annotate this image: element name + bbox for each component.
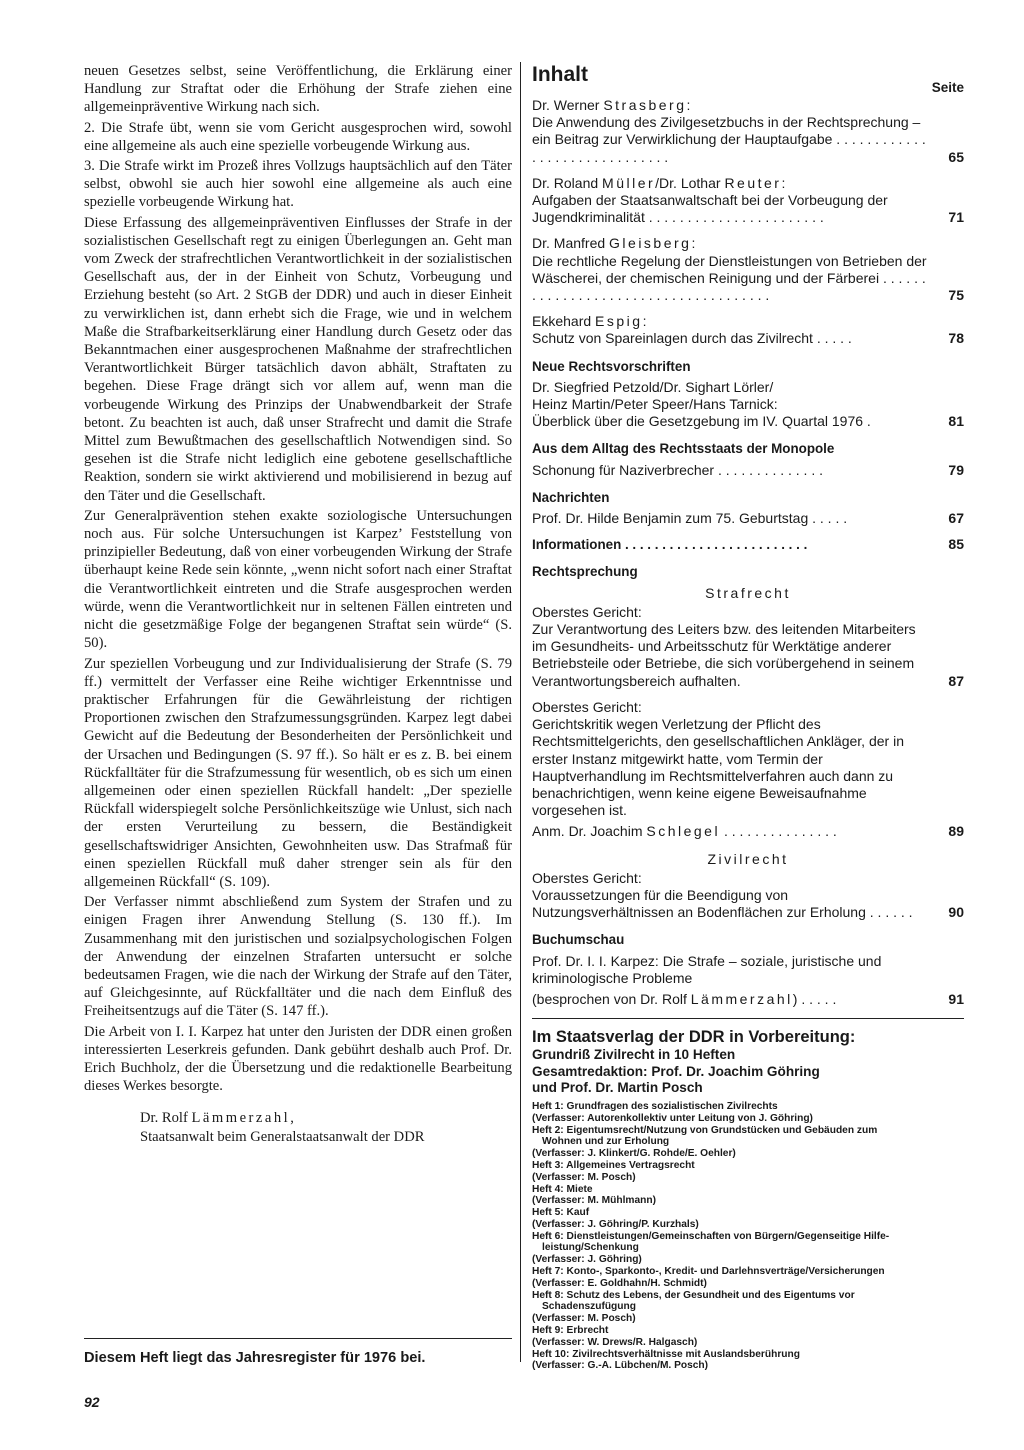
ad-item: (Verfasser: Autorenkollektiv unter Leitung von J. Göhring) bbox=[532, 1112, 813, 1124]
toc-entry-title: Die Anwendung des Zivilgesetzbuchs in der Rechtsprechung – ein Beitrag zur Verwirklichung der Hauptaufgabe . . . . . . . . . . . . . . . . . . . . . . . . . . . . . . bbox=[532, 114, 926, 165]
toc-author: Dr. Werner Strasberg: bbox=[532, 97, 691, 113]
ad-item: leistung/Schenkung bbox=[542, 1242, 639, 1254]
ad-item: (Verfasser: W. Drews/R. Halgasch) bbox=[532, 1336, 698, 1348]
toc-page: 90 bbox=[948, 904, 964, 921]
section-heading: Neue Rechtsvorschriften bbox=[532, 358, 691, 374]
ad-item: Heft 9: Erbrecht bbox=[532, 1325, 609, 1337]
paragraph: 2. Die Strafe übt, wenn sie vom Gericht ausgesprochen wird, sowohl eine allgemeine als auch eine spezielle vorbeugende Wirkung aus. bbox=[84, 119, 512, 154]
toc-entry-title: Die rechtliche Regelung der Dienstleistungen von Betrieben der Wäscherei, der chemischen Reinigung und der Färberei . . . . . . . . . . . . . . . . . . . . . . . . . . . . . . . . . . . . . bbox=[532, 252, 927, 304]
toc-entry[interactable] bbox=[532, 313, 964, 347]
toc-author: Dr. Manfred Gleisberg: bbox=[532, 235, 696, 252]
toc-entry-title: Prof. Dr. I. I. Karpez: Die Strafe – soziale, juristische und kriminologische Probleme bbox=[532, 952, 882, 986]
paragraph: Der Verfasser nimmt abschließend zum System der Strafen und zu einigen Fragen ihrer Anwendung Stellung (S. 130 ff.). Im Zusammenhang mit den juristischen und sozialpsychologischen Folgen der Anwendung der einzelnen Strafarten untersucht er solche bedeutsamen Fragen, wie die nach der Wirkung der Strafe auf den Täter, auf Gleichgesinnte, auf Rückfalltäter und die nach dem Einfluß des Freiheitsentzugs auf die Täter (S. 147 ff.). bbox=[84, 894, 512, 1020]
signature bbox=[140, 1109, 512, 1147]
toc-entry[interactable] bbox=[532, 97, 964, 166]
toc-entry[interactable] bbox=[532, 235, 964, 304]
toc-entry-title: Aufgaben der Staatsanwaltschaft bei der Vorbeugung der Jugendkriminalität . . . . . . . . . . . . . . . . . . . . . . . bbox=[532, 192, 888, 226]
toc-entry-title: Überblick über die Gesetzgebung im IV. Quartal 1976 . bbox=[532, 413, 871, 430]
toc-header bbox=[532, 62, 964, 95]
ad-item: (Verfasser: M. Mühlmann) bbox=[532, 1195, 656, 1207]
ad-title: Im Staatsverlag der DDR in Vorbereitung: bbox=[532, 1028, 856, 1047]
toc-entry[interactable] bbox=[532, 175, 964, 227]
ad-item: Schadenszufügung bbox=[542, 1301, 636, 1313]
paragraph: neuen Gesetzes selbst, seine Veröffentlichung, die Erklärung einer Handlung zur Straftat oder die Erhöhung der Strafe ziehen eine allgemeinpräventive Wirkung nach sich. bbox=[84, 63, 512, 116]
ad-item: (Verfasser: M. Posch) bbox=[532, 1171, 636, 1183]
toc-author: Ekkehard Espig: bbox=[532, 313, 647, 330]
court-label: Oberstes Gericht: bbox=[532, 869, 642, 886]
ad-item: Heft 2: Eigentumsrecht/Nutzung von Grundstücken und Gebäuden zum bbox=[532, 1124, 878, 1136]
paragraph: Zur speziellen Vorbeugung und zur Individualisierung der Strafe (S. 79 ff.) vermittelt der Verfasser eine Reihe wichtiger Erkenntnisse und praktischer Erfahrungen für die Gewährleistung der richtigen Proportionen zwischen den Strafzumessungsgründen. Karpez legt dabei Gewicht auf die Bedeutung der Besonderheiten der Persönlichkeit und der Ursachen und Bedingungen (S. 97 ff.). So hält er es z. B. bei einem Rückfalltäter für die Strafzumessung für wesentlich, ob es sich um einen allgemeinen oder einen speziellen Rückfall handelt: „Der spezielle Rückfall widerspiegelt solche Persönlichkeitszüge wie Unlust, sich nach der ersten Verurteilung zu bessern, die Beständigkeit gesellschaftswidriger Ansichten, Gewohnheiten usw. Das Strafmaß für einen speziellen Rückfall muß daher strenger sein als für den allgemeinen Rückfall“ (S. 109). bbox=[84, 655, 512, 890]
toc-author: Dr. Siegfried Petzold/Dr. Sighart Lörler/ bbox=[532, 378, 774, 395]
section-heading: Informationen . . . . . . . . . . . . . . . . . . . . . . . . . bbox=[532, 537, 808, 553]
toc-entry[interactable] bbox=[532, 379, 964, 431]
column-divider bbox=[520, 62, 521, 1362]
toc-entry-title: Zur Verantwortung des Leiters bzw. des leitenden Mitarbeiters im Gesundheits- und Arbeitsschutz für Werktätige anderer Betriebsteile oder Betriebe, die sich vorübergehend in seinem Verantwortungsbereich aufhalten. bbox=[532, 621, 916, 689]
section-heading: Rechtsprechung bbox=[532, 564, 638, 580]
ad-item: (Verfasser: M. Posch) bbox=[532, 1313, 636, 1325]
ad-item: (Verfasser: J. Klinkert/G. Rohde/E. Oehler) bbox=[532, 1148, 736, 1160]
paragraph: Diese Erfassung des allgemeinpräventiven Einflusses der Strafe in der sozialistischen Gesellschaft regt zu einigen Überlegungen an. Geht man vom Zweck der strafrechtlichen Verantwortlichkeit in der sozialistischen Gesellschaft aus, der in der Einheit von Schutz, Vorbeugung und Erziehung besteht (so Art. 2 StGB der DDR) und auch in dieser Einheit zu verwirklichen ist, dann erhebt sich die Frage, wie und in welchem Maße die Strafbarkeitserklärung einer Handlung durch Gesetz oder das Bekanntmachen einer ausgesprochenen Maßnahme der strafrechtlichen Verantwortlichkeit Bürger tatsächlich davon abhält, Straftaten zu begehen. Diese Frage drängt sich vor allem auf, wenn man die vorbeugende Wirkung des Prinzips der Unabwendbarkeit der Strafe betont. Zu beachten ist auch, daß unser Strafrecht und damit die Strafe Mittel zum Bewußtmachen des gesellschaftlich Notwendigen sind. So gesehen ist die Strafe nicht lediglich eine gebotene gesellschaftliche Reaktion, sondern sie wirkt aktivierend und mobilisierend in bezug auf den Täter und die Gesellschaft. bbox=[84, 214, 512, 504]
toc-entry-title: Voraussetzungen für die Beendigung von Nutzungsverhältnissen an Bodenflächen zur Erholung . . . . . . bbox=[532, 886, 913, 921]
toc-page: 71 bbox=[948, 209, 964, 226]
ad-item: Heft 3: Allgemeines Vertragsrecht bbox=[532, 1159, 695, 1171]
toc-entry[interactable] bbox=[532, 536, 964, 553]
ad-line: und Prof. Dr. Martin Posch bbox=[532, 1080, 703, 1096]
signature-title: Staatsanwalt beim Generalstaatsanwalt der DDR bbox=[140, 1129, 425, 1146]
footer-note: Diesem Heft liegt das Jahresregister für 1976 bei. bbox=[84, 1350, 426, 1366]
page-label: Seite bbox=[931, 79, 964, 95]
toc-entry[interactable] bbox=[532, 870, 964, 922]
ad-item: (Verfasser: J. Göhring/P. Kurzhals) bbox=[532, 1218, 699, 1230]
ad-item: Heft 5: Kauf bbox=[532, 1207, 590, 1219]
toc-entry[interactable] bbox=[532, 510, 964, 527]
ad-item: Heft 1: Grundfragen des sozialistischen Zivilrechts bbox=[532, 1100, 778, 1112]
toc-entry-title: Prof. Dr. Hilde Benjamin zum 75. Geburtstag . . . . . bbox=[532, 510, 848, 527]
subsection-heading: Zivilrecht bbox=[707, 850, 789, 867]
toc-entry[interactable] bbox=[532, 604, 964, 690]
toc-entry-title: Schonung für Naziverbrecher . . . . . . . . . . . . . . bbox=[532, 461, 824, 478]
ad-item: Heft 7: Konto-, Sparkonto-, Kredit- und Darlehnsverträge/Versicherungen bbox=[532, 1266, 885, 1278]
toc-title: Inhalt bbox=[532, 63, 588, 86]
toc-page: 87 bbox=[948, 672, 964, 689]
toc-page: 91 bbox=[948, 990, 964, 1007]
section-heading: Aus dem Alltag des Rechtsstaats der Monopole bbox=[532, 441, 835, 457]
paragraph: 3. Die Strafe wirkt im Prozeß ihres Vollzugs hauptsächlich auf den Täter selbst, obwohl sie auch hier sowohl eine allgemeine als auch eine spezielle vorbeugende Wirkung hat. bbox=[84, 158, 512, 211]
toc-page: 89 bbox=[948, 823, 964, 840]
subsection-heading: Strafrecht bbox=[705, 584, 791, 601]
toc-page: 79 bbox=[948, 461, 964, 478]
section-heading: Buchumschau bbox=[532, 932, 625, 948]
toc-author: Dr. Roland Müller/Dr. Lothar Reuter: bbox=[532, 174, 786, 191]
toc-page: 65 bbox=[948, 148, 964, 165]
court-label: Oberstes Gericht: bbox=[532, 698, 642, 715]
toc-author: Heinz Martin/Peter Speer/Hans Tarnick: bbox=[532, 396, 778, 413]
toc-entry-title: Gerichtskritik wegen Verletzung der Pflicht des Rechtsmittelgerichts, den gesellschaftlichen Ankläger, der in erster Instanz mitgewirkt hatte, vom Termin der Hauptverhandlung im Rechtsmittelverfahren auch dann zu benachrichtigen, wenn keine eigene Beweisaufnahme vorgesehen ist. bbox=[532, 716, 904, 819]
ad-item: Heft 8: Schutz des Lebens, der Gesundheit und des Eigentums vor bbox=[532, 1289, 855, 1301]
ad-item: Heft 10: Zivilrechtsverhältnisse mit Auslandsberührung bbox=[532, 1348, 800, 1360]
review-credit: (besprochen von Dr. Rolf Lämmerzahl) . . . . . bbox=[532, 990, 837, 1007]
page-number: 92 bbox=[84, 1394, 100, 1410]
ad-item: (Verfasser: E. Goldhahn/H. Schmidt) bbox=[532, 1277, 707, 1289]
paragraph: Die Arbeit von I. I. Karpez hat unter den Juristen der DDR einen großen interessierten Leserkreis gefunden. Dank gebührt deshalb auch Prof. Dr. Erich Buchholz, der die Übersetzung und die redaktionelle Bearbeitung dieses Werkes besorgte. bbox=[84, 1023, 512, 1095]
toc-entry[interactable] bbox=[532, 462, 964, 479]
ad-item: Heft 6: Dienstleistungen/Gemeinschaften von Bürgern/Gegenseitige Hilfe- bbox=[532, 1230, 890, 1242]
toc-page: 78 bbox=[948, 330, 964, 347]
ad-item: (Verfasser: G.-A. Lübchen/M. Posch) bbox=[532, 1360, 709, 1372]
ad-item: Heft 4: Miete bbox=[532, 1183, 593, 1195]
toc-page: 85 bbox=[948, 536, 964, 553]
paragraph: Zur Generalprävention stehen exakte soziologische Untersuchungen noch aus. Für solche Untersuchungen ist Karpez’ Feststellung von prinzipieller Bedeutung, daß von einer vorbeugenden Wirkung der Strafe überhaupt keine Rede sein könnte, „wenn nicht sofort nach einer Straftat die Verantwortlichkeit eintreten und die Strafe ausgesprochen werden würde, wenn die Verantwortlichkeit nur in seltenen Fällen eintreten und nicht die gesetzmäßige Folge der begangenen Straftat sein würde“ (S. 50). bbox=[84, 507, 512, 652]
signature-prefix: Dr. Rolf bbox=[140, 1110, 192, 1127]
toc-entry-title: Schutz von Spareinlagen durch das Zivilrecht . . . . . bbox=[532, 330, 852, 347]
footer-rule bbox=[84, 1338, 512, 1339]
toc-entry[interactable] bbox=[532, 699, 964, 841]
ad-item: Wohnen und zur Erholung bbox=[542, 1136, 670, 1148]
annotation: Anm. Dr. Joachim Schlegel . . . . . . . . . . . . . . . bbox=[532, 823, 837, 840]
ad-item: (Verfasser: J. Göhring) bbox=[532, 1254, 642, 1266]
toc-entry[interactable] bbox=[532, 953, 964, 1009]
toc-page: 81 bbox=[948, 413, 964, 430]
signature-surname: Lämmerzahl, bbox=[191, 1110, 297, 1127]
court-label: Oberstes Gericht: bbox=[532, 603, 642, 620]
ad-line: Grundriß Zivilrecht in 10 Heften bbox=[532, 1047, 736, 1063]
toc-column bbox=[532, 62, 964, 1372]
toc-page: 75 bbox=[948, 287, 964, 304]
toc-page: 67 bbox=[948, 510, 964, 527]
article-column bbox=[84, 62, 512, 1147]
publisher-ad bbox=[532, 1018, 964, 1372]
section-heading: Nachrichten bbox=[532, 489, 610, 505]
ad-line: Gesamtredaktion: Prof. Dr. Joachim Göhring bbox=[532, 1063, 820, 1079]
